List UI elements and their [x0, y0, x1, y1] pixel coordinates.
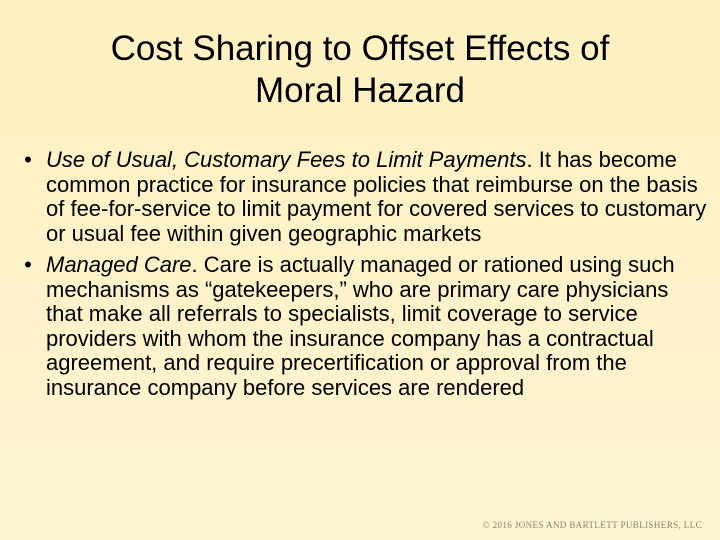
- bullet-icon: •: [24, 147, 32, 172]
- slide-title-line-2: Moral Hazard: [254, 71, 466, 110]
- slide-title: [0, 28, 720, 112]
- bullet-item-usual-customary-fees: [18, 148, 708, 246]
- bullet-separator: .: [191, 252, 204, 277]
- bullet-list: [18, 148, 708, 407]
- copyright-notice: © 2016 JONES AND BARTLETT PUBLISHERS, LLC: [482, 520, 702, 530]
- slide-title-line-1: Cost Sharing to Offset Effects of: [110, 29, 610, 68]
- bullet-text: It has become common practice for insurance policies that reimburse on the basis of fee-for-service to limit payment for covered services to customary or usual fee within given geographic markets: [46, 147, 707, 246]
- bullet-separator: .: [526, 147, 539, 172]
- bullet-text: Care is actually managed or rationed using such mechanisms as “gatekeepers,” who are primary care physicians that make all referrals to specialists, limit coverage to service providers with whom the insurance company has a contractual agreement, and require precertification or approval from the insurance company before services are rendered: [46, 252, 675, 400]
- bullet-term: Managed Care: [46, 252, 192, 277]
- bullet-term: Use of Usual, Customary Fees to Limit Payments: [46, 147, 527, 172]
- bullet-icon: •: [24, 252, 32, 277]
- bullet-item-managed-care: [18, 253, 708, 400]
